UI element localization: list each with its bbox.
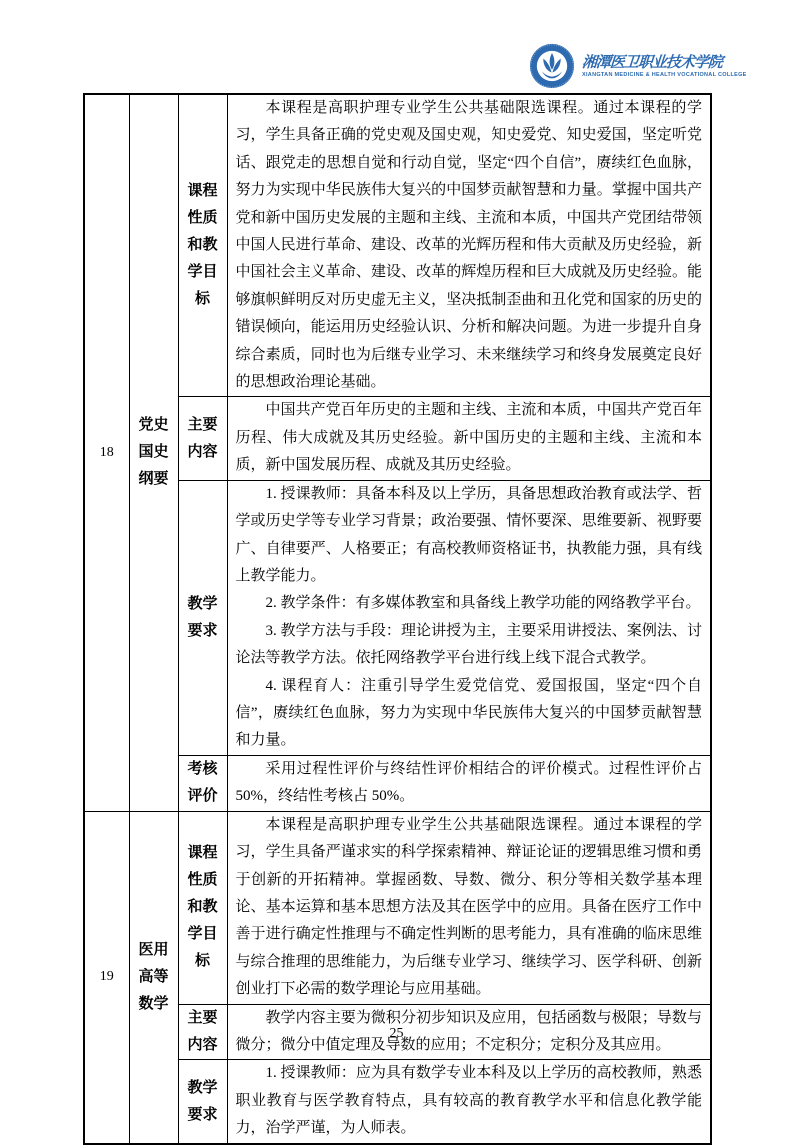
section-label-cell: 课程性质和教学目标	[178, 94, 227, 397]
content-paragraph: 中国共产党百年历史的主题和主线、主流和本质，中国共产党百年历程、伟大成就及其历史经验。新中国历史的主题和主线、主流和本质，新中国发展历程、成就及其历史经验。	[235, 402, 702, 474]
section-label-cell: 考核评价	[178, 755, 227, 811]
page-number: 25	[389, 1026, 404, 1041]
course-syllabus-table	[83, 93, 712, 1145]
section-label-cell: 课程性质和教学目标	[178, 811, 227, 1004]
section-content-cell	[227, 811, 711, 1004]
college-emblem-icon	[529, 43, 575, 89]
content-paragraph: 1. 授课教师：具备本科及以上学历，具备思想政治教育或法学、哲学或历史学等专业学习背景；政治要强、情怀要深、思维要新、视野要广、自律要严、人格要正；有高校教师资格证书，执教能力强，具有线上教学能力。	[235, 485, 702, 584]
section-content-cell	[227, 94, 711, 397]
content-paragraph: 教学内容主要为微积分初步知识及应用，包括函数与极限；导数与微分；微分中值定理及导数的应用；不定积分；定积分及其应用。	[235, 1009, 702, 1053]
section-label-cell: 教学要求	[178, 1060, 227, 1144]
syllabus-table-container	[83, 93, 712, 1145]
course-number-cell: 18	[84, 94, 129, 811]
content-paragraph: 1. 授课教师：应为具有数学专业本科及以上学历的高校教师，熟悉职业教育与医学教育特点，具有较高的教育教学水平和信息化教学能力，治学严谨，为人师表。	[235, 1065, 702, 1137]
section-content-cell	[227, 480, 711, 755]
section-content-cell	[227, 397, 711, 480]
college-name-chinese: 湘潭医卫职业技术学院	[581, 53, 723, 71]
section-label-cell: 教学要求	[178, 480, 227, 755]
content-paragraph: 4. 课程育人：注重引导学生爱党信党、爱国报国，坚定“四个自信”，赓续红色血脉，努力为实现中华民族伟大复兴的中国梦贡献智慧和力量。	[235, 677, 702, 749]
content-paragraph: 本课程是高职护理专业学生公共基础限选课程。通过本课程的学习，学生具备正确的党史观及国史观，知史爱党、知史爱国，坚定听党话、跟党走的思想自觉和行动自觉，坚定“四个自信”，赓续红色血脉，努力为实现中华民族伟大复兴的中国梦贡献智慧和力量。掌握中国共产党和新中国历史发展的主题和主线、主流和本质，中国共产党团结带领中国人民进行革命、建设、改革的光辉历程和伟大贡献及历史经验，新中国社会主义革命、建设、改革的辉煌历程和巨大成就及历史经验。能够旗帜鲜明反对历史虚无主义，坚决抵制歪曲和丑化党和国家的历史的错误倾向，能运用历史经验认识、分析和解决问题。为进一步提升自身综合素质，同时也为后继专业学习、未来继续学习和终身发展奠定良好的思想政治理论基础。	[235, 100, 702, 391]
content-paragraph: 2. 教学条件：有多媒体教室和具备线上教学功能的网络教学平台。	[265, 595, 701, 612]
section-label-cell: 主要内容	[178, 397, 227, 480]
college-name-english: XIANGTAN MEDICINE & HEALTH VOCATIONAL COLLEGE	[582, 72, 747, 78]
course-name-cell: 党史国史纲要	[129, 94, 178, 811]
college-logo	[529, 43, 747, 89]
content-paragraph: 3. 教学方法与手段：理论讲授为主，主要采用讲授法、案例法、讨论法等教学方法。依托网络教学平台进行线上线下混合式教学。	[235, 622, 702, 667]
content-paragraph: 本课程是高职护理专业学生公共基础限选课程。通过本课程的学习，学生具备严谨求实的科学探索精神、辩证论证的逻辑思维习惯和勇于创新的开拓精神。掌握函数、导数、微分、积分等相关数学基本理论、基本运算和基本思想方法及其在医学中的应用。具备在医疗工作中善于进行确定性推理与不确定性判断的思考能力，具有准确的临床思维与综合推理的思维能力，为后继专业学习、继续学习、医学科研、创新创业打下必需的数学理论与应用基础。	[235, 816, 702, 998]
section-content-cell	[227, 1060, 711, 1144]
course-number-cell: 19	[84, 811, 129, 1143]
course-name-cell: 医用高等数学	[129, 811, 178, 1143]
section-content-cell	[227, 755, 711, 811]
section-label-cell: 主要内容	[178, 1004, 227, 1060]
college-logo-text	[582, 53, 747, 79]
content-paragraph: 采用过程性评价与终结性评价相结合的评价模式。过程性评价占 50%，终结性考核占 50%。	[235, 760, 702, 805]
